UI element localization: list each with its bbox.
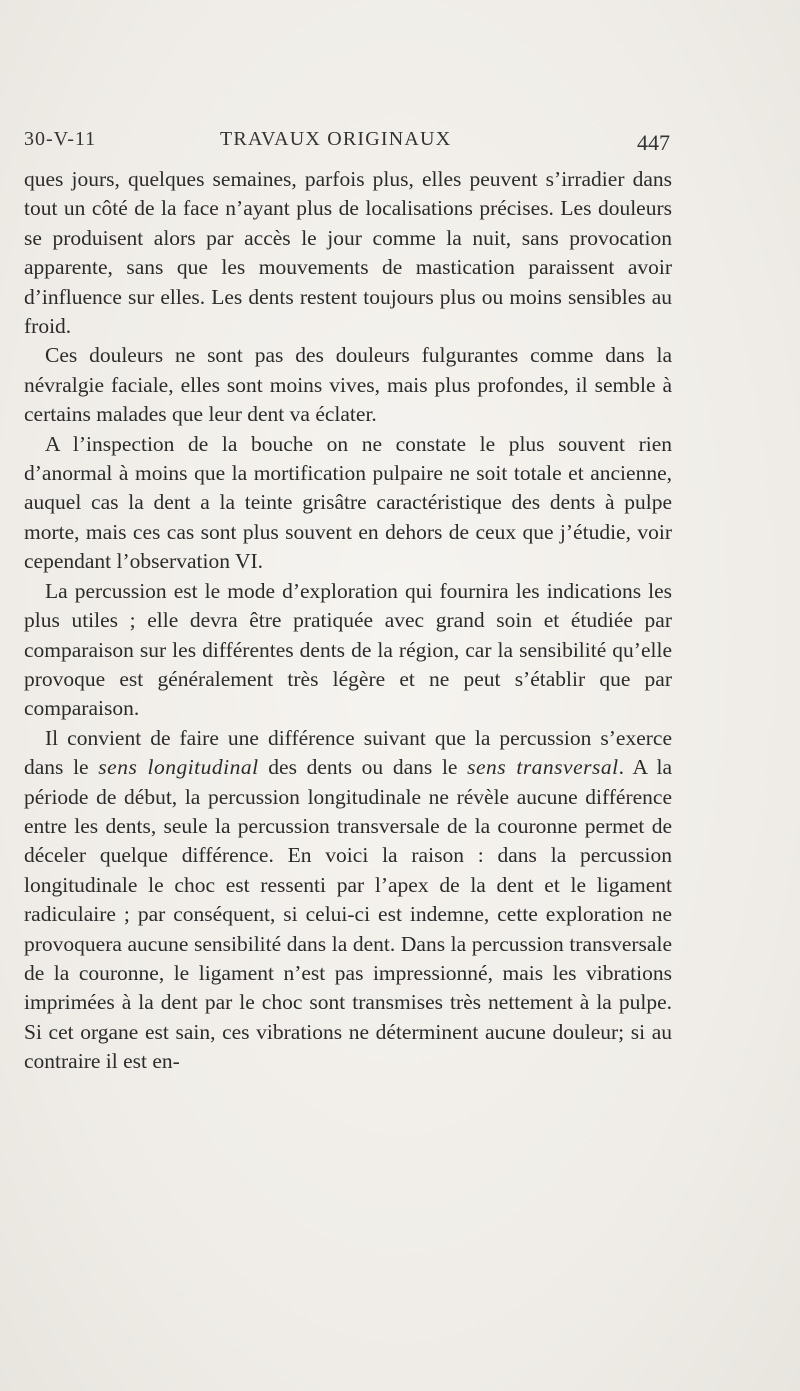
paragraph [24,341,672,429]
italic-term: sens longitudinal [98,755,259,780]
page-number: 447 [637,130,670,155]
signature-mark: 30-V-11 [24,128,97,150]
paragraph-text: ques jours, quelques semaines, parfois plus, elles peuvent s’irradier dans tout un côté de la face n’ayant plus de localisations précises. Les douleurs se produisent alors par accès le jour comme la nuit, sans provocation apparente, sans que les mouvements de mastication paraissent avoir d’influence sur elles. Les dents restent toujours plus ou moins sensibles au froid. [24,167,672,339]
running-header [24,128,670,158]
paragraph-text: des dents ou dans le [258,755,468,780]
paragraph [24,165,672,341]
body-text [24,165,672,1077]
paragraph [24,577,672,724]
paragraph-text: A l’inspection de la bouche on ne constate le plus souvent rien d’anormal à moins que la mortification pulpaire ne soit totale et ancienne, auquel cas la dent a la teinte grisâtre caractéristique des dents à pulpe morte, mais ces cas sont plus souvent en dehors de ceux que j’étudie, voir cependant l’observation VI. [24,431,672,574]
paragraph [24,724,672,1077]
italic-term: sens transversal [467,755,619,780]
running-title: TRAVAUX ORIGINAUX [220,128,452,150]
paragraph-text: Ces douleurs ne sont pas des douleurs fulgurantes comme dans la névralgie faciale, elles sont moins vives, mais plus profondes, il semble à certains malades que leur dent va éclater. [24,343,672,427]
paragraph-text: Il convient de faire une différence suivant que la percussion s’exerce dans le [24,725,672,780]
paragraph-text: . A la période de début, la percussion longitudinale ne révèle aucune différence entre les dents, seule la percussion transversale de la couronne permet de déceler quelque différence. En voici la raison : dans la percussion longitudinale le choc est ressenti par l’apex de la dent et le ligament radiculaire ; par conséquent, si celui-ci est indemne, cette exploration ne provoquera aucune sensibilité dans la dent. Dans la percussion transversale de la couronne, le ligament n’est pas impressionné, mais les vibrations imprimées à la dent par le choc sont transmises très nettement à la pulpe. Si cet organe est sain, ces vibrations ne déterminent aucune douleur; si au contraire il est en- [24,755,672,1074]
paragraph [24,430,672,577]
paragraph-text: La percussion est le mode d’exploration qui fournira les indications les plus utiles ; elle devra être pratiquée avec grand soin et étudiée par comparaison sur les différentes dents de la région, car la sensibilité qu’elle provoque est généralement très légère et ne peut s’établir que par comparaison. [24,578,672,721]
